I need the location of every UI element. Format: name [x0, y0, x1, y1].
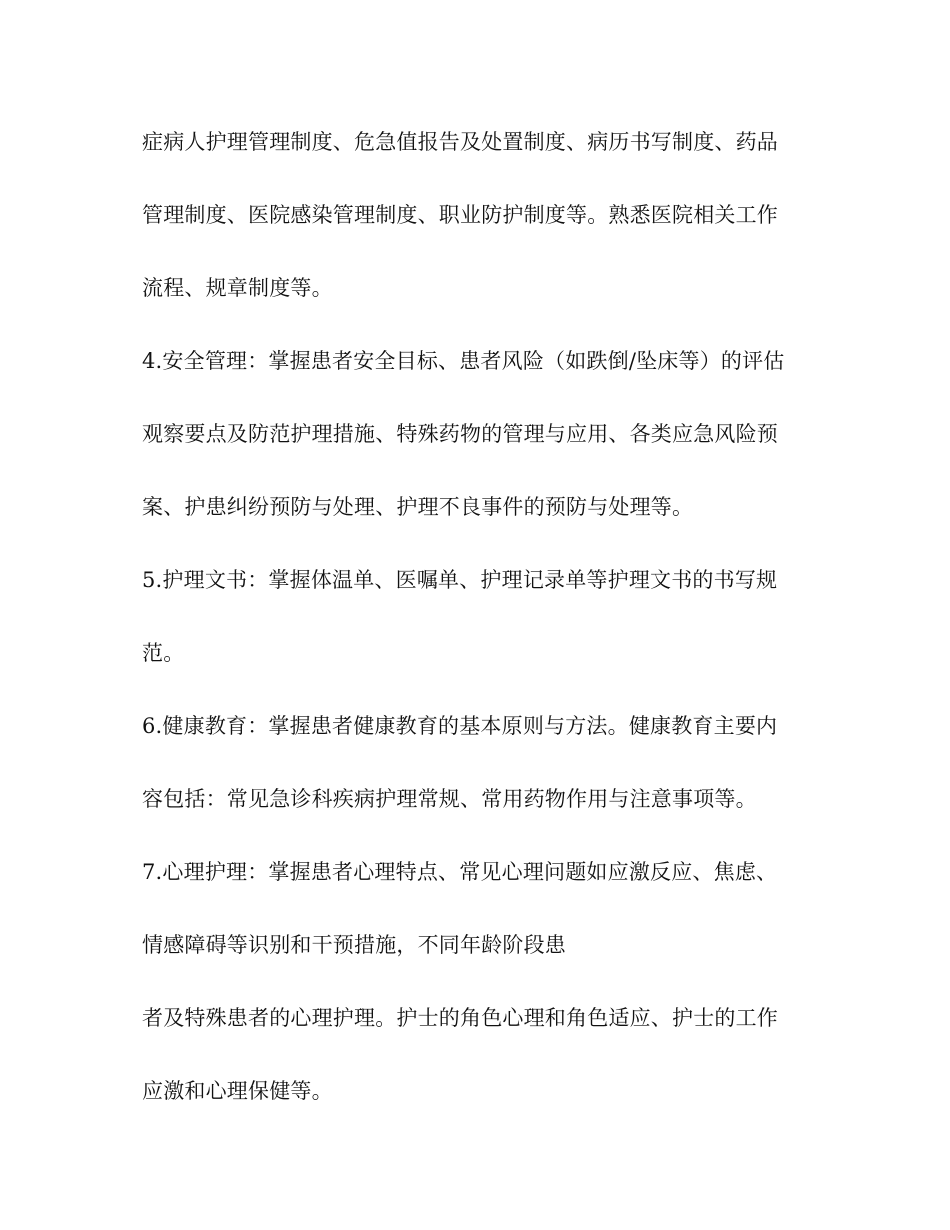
text-line-5: 观察要点及防范护理措施、特殊药物的管理与应用、各类应急风险预 — [142, 422, 778, 446]
text-line-9: 6.健康教育：掌握患者健康教育的基本原则与方法。健康教育主要内 — [142, 714, 778, 738]
text-line-3: 流程、规章制度等。 — [142, 276, 333, 300]
text-line-10: 容包括：常见急诊科疾病护理常规、常用药物作用与注意事项等。 — [142, 787, 757, 811]
text-line-7: 5.护理文书：掌握体温单、医嘱单、护理记录单等护理文书的书写规 — [142, 568, 778, 592]
text-line-13: 者及特殊患者的心理护理。护士的角色心理和角色适应、护士的工作 — [142, 1006, 778, 1030]
text-line-4: 4.安全管理：掌握患者安全目标、患者风险（如跌倒/坠床等）的评估 — [142, 349, 785, 373]
text-line-11: 7.心理护理：掌握患者心理特点、常见心理问题如应激反应、焦虑、 — [142, 860, 778, 884]
text-line-12: 情感障碍等识别和干预措施，不同年龄阶段患 — [142, 933, 566, 957]
text-line-2: 管理制度、医院感染管理制度、职业防护制度等。熟悉医院相关工作 — [142, 203, 778, 227]
text-line-8: 范。 — [142, 641, 185, 665]
text-line-6: 案、护患纠纷预防与处理、护理不良事件的预防与处理等。 — [142, 495, 694, 519]
text-line-14: 应激和心理保健等。 — [142, 1079, 333, 1103]
text-line-1: 症病人护理管理制度、危急值报告及处置制度、病历书写制度、药品 — [142, 130, 778, 154]
